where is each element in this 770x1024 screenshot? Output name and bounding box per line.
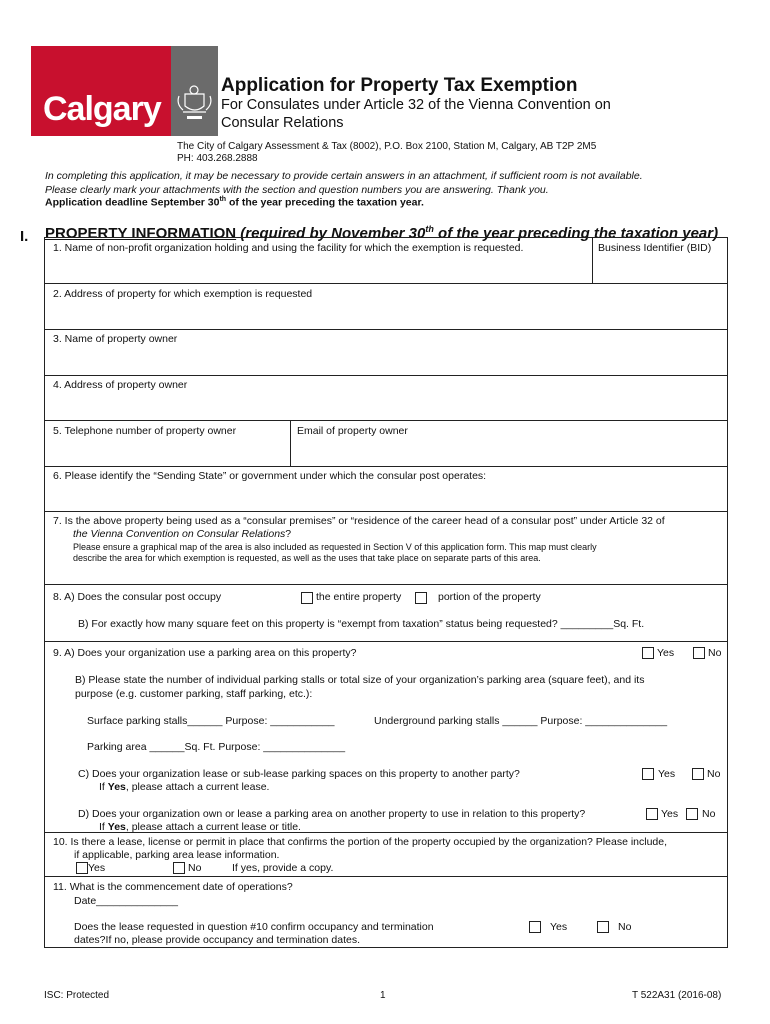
- q9c-no-label: No: [707, 768, 721, 780]
- footer-classification: ISC: Protected: [44, 990, 110, 1001]
- q11-label: 11. What is the commencement date of operations?: [53, 881, 293, 893]
- property-information-form: [44, 237, 728, 948]
- q1-label: 1. Name of non-profit organization holding and using the facility for which the exemption is requested.: [53, 242, 524, 254]
- q9d-note: If Yes, please attach a current lease or title.: [99, 821, 301, 833]
- q10-label: 10. Is there a lease, license or permit in place that confirms the portion of the property occupied by the organization? Please include,: [53, 836, 668, 848]
- q9b-underground-field[interactable]: Underground parking stalls ______ Purpose: ______________: [374, 715, 668, 727]
- divider: [290, 420, 291, 466]
- q11-lease-question-cont: dates?If no, please provide occupancy and termination dates.: [74, 934, 361, 946]
- section-number: I.: [20, 228, 29, 245]
- q8b-label: B) For exactly how many square feet on this property is “exempt from taxation” status being requested? _________Sq. Ft.: [78, 618, 645, 630]
- q9b-surface-field[interactable]: Surface parking stalls______ Purpose: ___________: [87, 715, 335, 727]
- q9c-yes-label: Yes: [658, 768, 676, 780]
- q8a-portion-checkbox[interactable]: [415, 592, 427, 604]
- city-crest-icon: [171, 46, 218, 136]
- q9a-no-checkbox[interactable]: [693, 647, 705, 659]
- q11-date-field[interactable]: Date______________: [74, 895, 178, 907]
- logo-text: Calgary: [43, 90, 161, 128]
- q9d-no-label: No: [702, 808, 716, 820]
- q9a-label: 9. A) Does your organization use a parking area on this property?: [53, 647, 357, 659]
- q9a-yes-checkbox[interactable]: [642, 647, 654, 659]
- q8a-portion-label: portion of the property: [438, 591, 541, 603]
- q7-note-cont: describe the area for which exemption is requested, as well as the uses that take place on separate parts of this area.: [73, 553, 541, 563]
- q9c-note: If Yes, please attach a current lease.: [99, 781, 270, 793]
- form-code: T 522A31 (2016-08): [632, 990, 722, 1001]
- q10-yes-checkbox[interactable]: [76, 862, 88, 874]
- q11-yes-label: Yes: [550, 921, 568, 933]
- q9c-label: C) Does your organization lease or sub-lease parking spaces on this property to another party?: [78, 768, 520, 780]
- q5-label: 5. Telephone number of property owner: [53, 425, 237, 437]
- form-title: Application for Property Tax Exemption: [221, 75, 578, 96]
- q10-copy-note: If yes, provide a copy.: [232, 862, 334, 874]
- form-subtitle: For Consulates under Article 32 of the Vienna Convention on Consular Relations: [221, 97, 611, 131]
- q7-label-cont: the Vienna Convention on Consular Relations?: [73, 528, 292, 540]
- q2-label: 2. Address of property for which exemption is requested: [53, 288, 313, 300]
- q4-label: 4. Address of property owner: [53, 379, 188, 391]
- divider: [45, 832, 727, 833]
- q7-label: 7. Is the above property being used as a “consular premises” or “residence of the career head of a consular post” under Article 32 of: [53, 515, 665, 527]
- q8a-entire-checkbox[interactable]: [301, 592, 313, 604]
- divider: [45, 375, 727, 376]
- q11-lease-question: Does the lease requested in question #10 confirm occupancy and termination: [74, 921, 434, 933]
- divider: [592, 238, 593, 283]
- mailing-address: The City of Calgary Assessment & Tax (8002), P.O. Box 2100, Station M, Calgary, AB T2P 2M5 PH: 403.268.2888: [177, 141, 597, 164]
- q10-yes-label: Yes: [88, 862, 106, 874]
- q8a-label: 8. A) Does the consular post occupy: [53, 591, 222, 603]
- q9a-no-label: No: [708, 647, 722, 659]
- q9a-yes-label: Yes: [657, 647, 675, 659]
- q9b-parking-area-field[interactable]: Parking area ______Sq. Ft. Purpose: ______________: [87, 741, 346, 753]
- q11-yes-checkbox[interactable]: [529, 921, 541, 933]
- divider: [45, 466, 727, 467]
- page-number: 1: [380, 990, 386, 1001]
- q9c-yes-checkbox[interactable]: [642, 768, 654, 780]
- q9d-no-checkbox[interactable]: [686, 808, 698, 820]
- q9d-yes-label: Yes: [661, 808, 679, 820]
- q10-label-cont: if applicable, parking area lease information.: [74, 849, 280, 861]
- divider: [45, 641, 727, 642]
- divider: [45, 511, 727, 512]
- bid-label: Business Identifier (BID): [598, 242, 712, 254]
- application-deadline: Application deadline September 30th of the year preceding the taxation year.: [45, 196, 424, 209]
- q11-no-label: No: [618, 921, 632, 933]
- divider: [45, 420, 727, 421]
- divider: [45, 876, 727, 877]
- q10-no-checkbox[interactable]: [173, 862, 185, 874]
- q6-label: 6. Please identify the “Sending State” or government under which the consular post operates:: [53, 470, 487, 482]
- instructions: In completing this application, it may be necessary to provide certain answers in an attachment, if sufficient room is not available. Please clearly mark your attachments with the section and question numbers you are answering. Thank you.: [45, 170, 643, 196]
- q11-no-checkbox[interactable]: [597, 921, 609, 933]
- divider: [45, 584, 727, 585]
- divider: [45, 283, 727, 284]
- q9b-label: B) Please state the number of individual parking stalls or total size of your organization’s parking area (square feet), and its: [75, 674, 645, 686]
- divider: [45, 329, 727, 330]
- q5-email-label: Email of property owner: [297, 425, 408, 437]
- q9b-label-cont: purpose (e.g. customer parking, staff parking, etc.):: [75, 688, 313, 700]
- q9d-yes-checkbox[interactable]: [646, 808, 658, 820]
- q9c-no-checkbox[interactable]: [692, 768, 704, 780]
- q7-note: Please ensure a graphical map of the area is also included as requested in Section V of this application form. This map must clearly: [73, 542, 597, 552]
- calgary-logo: [31, 46, 171, 136]
- q3-label: 3. Name of property owner: [53, 333, 178, 345]
- q10-no-label: No: [188, 862, 202, 874]
- section-title: PROPERTY INFORMATION (required by November 30th of the year preceding the taxation year): [45, 224, 719, 242]
- q9d-label: D) Does your organization own or lease a parking area on another property to use in relation to this property?: [78, 808, 586, 820]
- q8a-entire-label: the entire property: [316, 591, 402, 603]
